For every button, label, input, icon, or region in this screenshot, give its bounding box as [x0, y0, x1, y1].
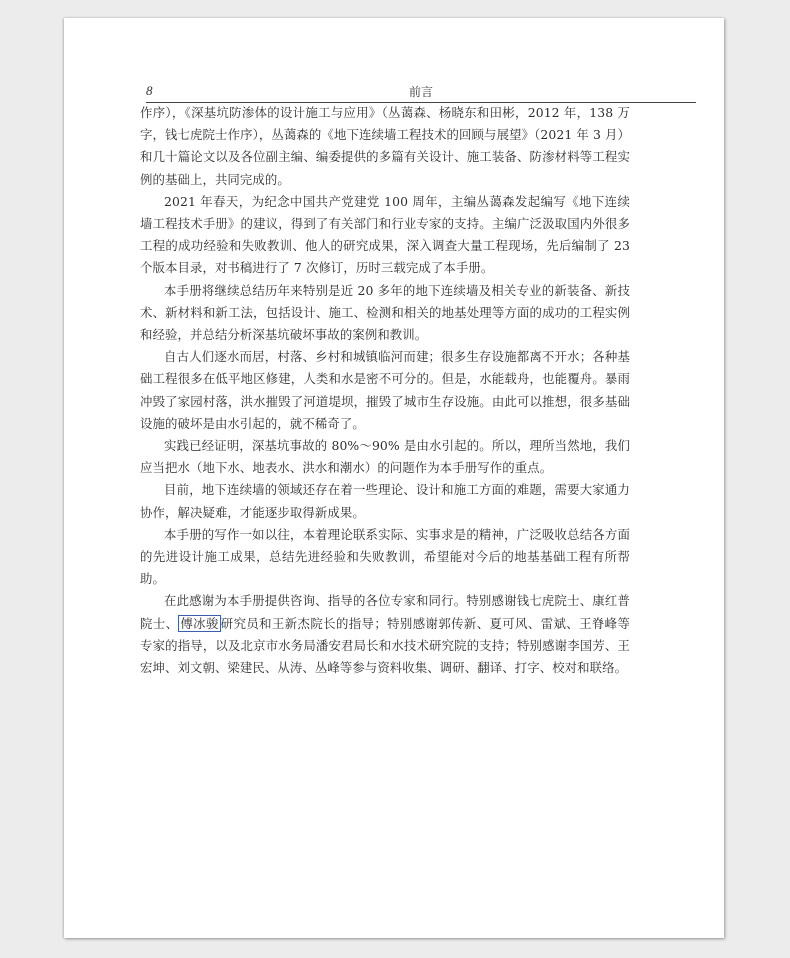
header-title: 前言	[408, 85, 433, 99]
highlighted-name-box: 傅冰骏	[180, 615, 219, 631]
paragraph-5: 实践已经证明，深基坑事故的 80%～90% 是由水引起的。所以，理所当然地，我们应当把水（地下水、地表水、洪水和潮水）的问题作为本手册写作的重点。	[140, 438, 630, 476]
paragraph-6: 目前，地下连续墙的领域还存在着一些理论、设计和施工方面的难题，需要大家通力协作，解决疑难，才能逐步取得新成果。	[140, 482, 630, 520]
page-number: 8	[146, 83, 153, 98]
paragraph-4: 自古人们逐水而居，村落、乡村和城镇临河而建；很多生存设施都离不开水；各种基础工程很多在低平地区修建，人类和水是密不可分的。但是，水能载舟，也能覆舟。暴雨冲毁了家园村落，洪水摧毁了河道堤坝，摧毁了城市生存设施。由此可以推想，很多基础设施的破坏是由水引起的，就不稀奇了。	[140, 349, 630, 431]
paragraph-2: 2021 年春天，为纪念中国共产党建党 100 周年，主编丛蔼森发起编写《地下连续墙工程技术手册》的建议，得到了有关部门和行业专家的支持。主编广泛汲取国内外很多工程的成功经验和失败教训、他人的研究成果，深入调查大量工程现场，先后编制了 23 个版本目录，对书稿进行了 7 次修订，历时三载完成了本手册。	[140, 193, 630, 276]
paragraph-8	[140, 590, 630, 679]
paragraph-1: 作序），《深基坑防渗体的设计施工与应用》（丛蔼森、杨晓东和田彬，2012 年，138 万字，钱七虎院士作序），丛蔼森的《地下连续墙工程技术的回顾与展望》（2021 年 3 月）和几十篇论文以及各位副主编、编委提供的多篇有关设计、施工装备、防渗材料等工程实例的基础上，共同完成的。	[140, 105, 630, 187]
paragraph-8-before: 在此感谢为本手册提供咨询、指导的各位专家和同行。特别感谢钱七虎院士、康红普院士、	[140, 593, 630, 631]
paragraph-7: 本手册的写作一如以往，本着理论联系实际、实事求是的精神，广泛吸收总结各方面的先进设计施工成果，总结先进经验和失败教训，希望能对今后的地基基础工程有所帮助。	[140, 526, 630, 587]
body-text	[140, 102, 630, 679]
running-header	[146, 82, 696, 103]
paragraph-8-after: 研究员和王新杰院长的指导；特别感谢郭传新、夏可风、雷斌、王脊峰等专家的指导，以及北京市水务局潘安君局长和水技术研究院的支持；特别感谢李国芳、王宏坤、刘文朝、梁建民、从涛、丛峰等参与资料收集、调研、翻译、打字、校对和联络。	[140, 615, 630, 676]
paragraph-3: 本手册将继续总结历年来特别是近 20 多年的地下连续墙及相关专业的新装备、新技术、新材料和新工法，包括设计、施工、检测和相关的地基处理等方面的成功的工程实例和经验，并总结分析深基坑破坏事故的案例和教训。	[140, 282, 630, 343]
